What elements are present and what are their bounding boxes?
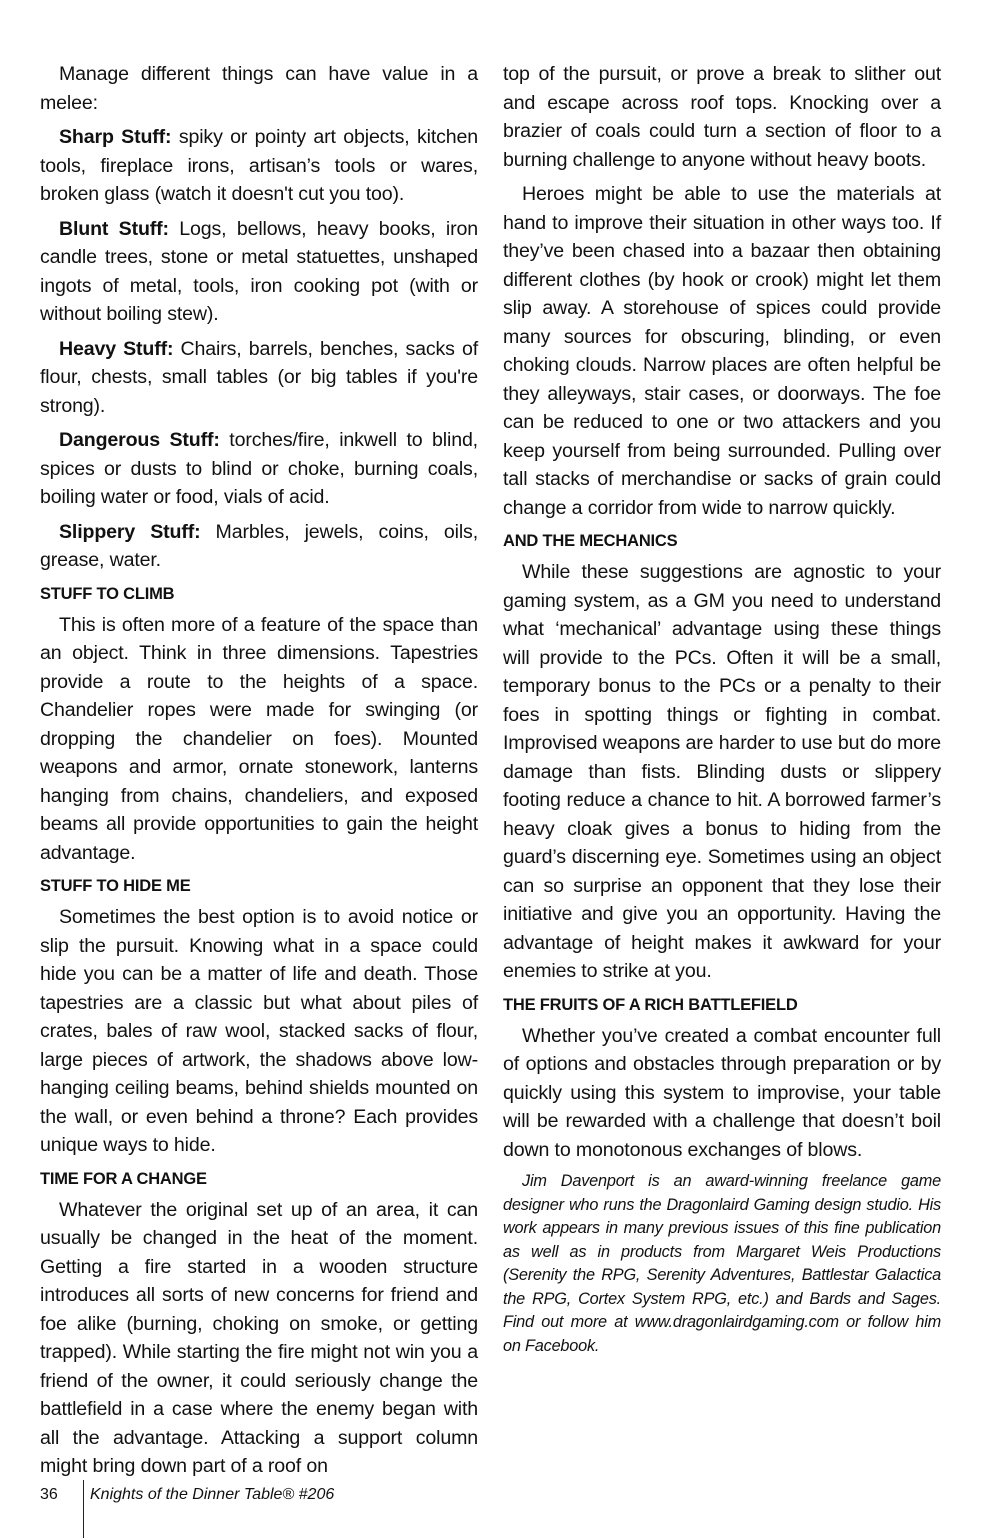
right-column [503,60,941,1358]
intro-paragraph: Manage different things can have value in a melee: [40,63,478,114]
heading-stuff-to-climb: STUFF TO CLIMB [40,584,175,603]
slippery-stuff-term: Slippery Stuff: [59,520,201,543]
blunt-stuff-text: Logs, bellows, heavy books, iron candle trees, stone or metal statuettes, unshaped ingots of metal, tools, iron cooking pot (with or without boiling stew). [40,217,478,325]
sharp-stuff-paragraph [40,123,478,209]
sharp-stuff-term: Sharp Stuff: [59,126,172,148]
heavy-stuff-text: Chairs, barrels, benches, sacks of flour, chests, small tables (or big tables if you're strong). [40,337,478,417]
left-column [40,60,478,1487]
blunt-stuff-term: Blunt Stuff: [59,217,169,240]
mechanics-paragraph: While these suggestions are agnostic to your gaming system, as a GM you need to understand what ‘mechanical’ advantage using these things will provide to the PCs. Often it will be a small, temporary bonus to the PCs or a penalty to their foes in spotting things or fighting in combat. Improvised weapons are harder to use but do more damage than fists. Blinding dusts or slippery footing reduce a chance to hit. A borrowed farmer’s heavy cloak gives a bonus to hiding from the guard’s discerning eye. Sometimes using an object can so surprise an opponent that they lose their initiative and give you an opportunity. Having the advantage of height makes it awkward for your enemies to strike at you. [503,561,941,982]
footer-divider [83,1480,84,1538]
change-paragraph: Whatever the original set up of an area, it can usually be changed in the heat of the moment. Getting a fire started in a wooden structure introduces all sorts of new concerns for friend and foe alike (burning, choking on smoke, or getting trapped). While starting the fire might not win you a friend of the owner, it could seriously change the battlefield in a case where the enemy began with all the advantage. Attacking a support column might bring down part of a roof on [40,1198,478,1477]
continued-paragraph: top of the pursuit, or prove a break to slither out and escape across roof tops. Knocking over a brazier of coals could turn a section of floor to a burning challenge to anyone without heavy boots. [503,63,941,171]
fruits-paragraph: Whether you’ve created a combat encounter full of options and obstacles through preparation or by quickly using this system to improvise, your table will be rewarded with a challenge that doesn’t boil down to monotonous exchanges of blows. [503,1024,941,1161]
page-number: 36 [40,1486,58,1503]
slippery-stuff-text: Marbles, jewels, coins, oils, grease, water. [40,520,478,571]
heading-and-the-mechanics: AND THE MECHANICS [503,532,678,550]
materials-paragraph: Heroes might be able to use the materials at hand to improve their situation in other ways too. If they’ve been chased into a bazaar then obtaining different clothes (by hook or crook) might let them slip away. A storehouse of spices could provide many sources for obscuring, blinding, or even choking clouds. Narrow places are often helpful be they alleyways, stair cases, or doorways. The foe can be reduced to one or two attackers and you keep yourself from being surrounded. Pulling over tall stacks of merchandise or sacks of grain could change a corridor from wide to narrow quickly. [503,183,941,519]
hide-paragraph: Sometimes the best option is to avoid notice or slip the pursuit. Knowing what in a space could hide you can be a matter of life and death. Those tapestries are a classic but what about piles of crates, bales of raw wool, stacked sacks of flour, large pieces of artwork, the shadows above low-hanging ceiling beams, behind shields mounted on the wall, or even behind a throne? Each provides unique ways to hide. [40,906,478,1156]
dangerous-stuff-text: torches/fire, inkwell to blind, spices or dusts to blind or choke, burning coals, boiling water or food, vials of acid. [40,429,478,508]
author-bio: Jim Davenport is an award-winning freelance game designer who runs the Dragonlaird Gaming design studio. His work appears in many previous issues of this fine publication as well as in products from Margaret Weis Productions (Serenity the RPG, Serenity Adventures, Battlestar Galactica the RPG, Cortex System RPG, etc.) and Bards and Sages. Find out more at www.dragonlairdgaming.com or follow him on Facebook. [503,1172,941,1355]
heading-fruits-of-battlefield: THE FRUITS OF A RICH BATTLEFIELD [503,995,798,1014]
blunt-stuff-paragraph [40,215,478,329]
slippery-stuff-paragraph [40,518,478,575]
publication-title: Knights of the Dinner Table® #206 [90,1486,335,1503]
heading-time-for-a-change: TIME FOR A CHANGE [40,1169,207,1188]
heavy-stuff-term: Heavy Stuff: [59,337,174,360]
climb-paragraph: This is often more of a feature of the space than an object. Think in three dimensions. Tapestries provide a route to the heights of a space. Chandelier ropes were made for swinging (or dropping the chandelier on foes). Mounted weapons and armor, ornate stonework, lanterns hanging from chains, chandeliers, and exposed beams all provide opportunities to gain the height advantage. [40,613,478,864]
sharp-stuff-text: spiky or pointy art objects, kitchen tools, fireplace irons, artisan’s tools or wares, broken glass (watch it doesn't cut you too). [40,126,478,205]
heavy-stuff-paragraph [40,335,478,421]
dangerous-stuff-term: Dangerous Stuff: [59,429,220,451]
heading-stuff-to-hide: STUFF TO HIDE ME [40,877,191,895]
dangerous-stuff-paragraph [40,426,478,512]
